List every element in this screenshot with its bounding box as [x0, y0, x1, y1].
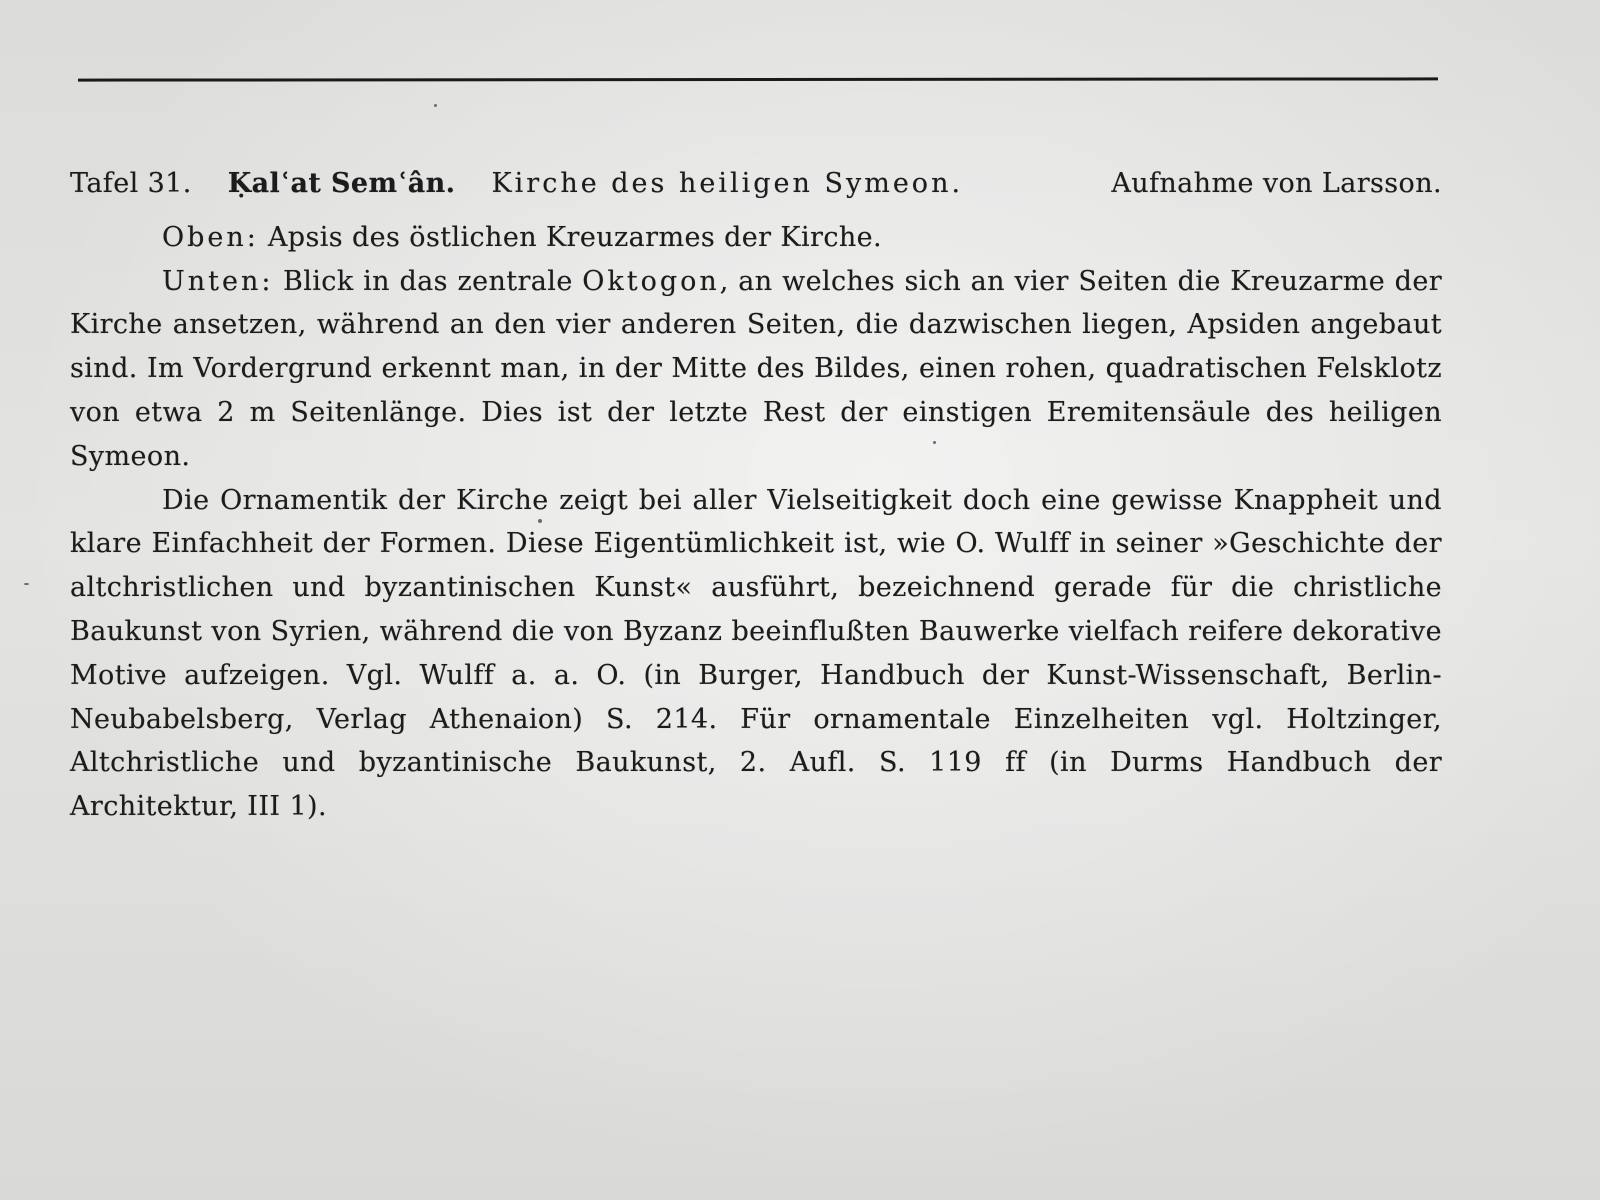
label-unten: Unten: — [162, 265, 274, 297]
paper-speck — [24, 583, 29, 585]
text-unten-after: , an welches sich an vier Seiten die Kreuzarme der Kirche ansetzen, während an den vier anderen Seiten, die dazwischen liegen, Apsiden angebaut sind. Im Vordergrund erkennt man, in der Mitte des Bildes, einen rohen, quadratischen Felsklotz von etwa 2 m Seitenlänge. Dies ist der letzte Rest der einstigen Eremitensäule des heiligen Symeon. — [70, 265, 1443, 472]
paragraph-ornamentik: Die Ornamentik der Kirche zeigt bei aller Vielseitigkeit doch eine gewisse Knappheit und klare Einfachheit der Formen. Diese Eigentümlichkeit ist, wie O. Wulff in seiner »Geschichte der altchristlichen und byzantinischen Kunst« ausführt, bezeichnend gerade für die christliche Baukunst von Syrien, während die von Byzanz beeinflußten Bauwerke vielfach reifere dekorative Motive aufzeigen. Vgl. Wulff a. a. O. (in Burger, Handbuch der Kunst-Wissenschaft, Berlin-Neubabelsberg, Verlag Athenaion) S. 214. Für ornamentale Einzelheiten vgl. Holtzinger, Altchristliche und byzantinische Baukunst, 2. Aufl. S. 119 ff (in Durms Handbuch der Architektur, III 1). — [70, 484, 1442, 823]
plate-header — [70, 162, 1442, 206]
top-rule — [78, 77, 1438, 81]
caption-text — [70, 162, 1442, 829]
church-name: Kirche des heiligen Symeon. — [491, 168, 964, 199]
photo-credit: Aufnahme von Larsson. — [1111, 168, 1442, 199]
site-name: Ḳalʿat Semʿân. — [227, 168, 456, 199]
paragraph-oben — [70, 216, 1442, 260]
paper-speck — [434, 104, 437, 107]
paragraph-unten — [70, 260, 1442, 479]
word-oktogon: Oktogon — [582, 265, 720, 297]
text-oben: Apsis des östlichen Kreuzarmes der Kirche. — [258, 221, 883, 253]
label-oben: Oben: — [162, 221, 259, 253]
plate-number: Tafel 31. — [70, 168, 192, 199]
text-unten-before: Blick in das zentrale — [273, 265, 583, 297]
